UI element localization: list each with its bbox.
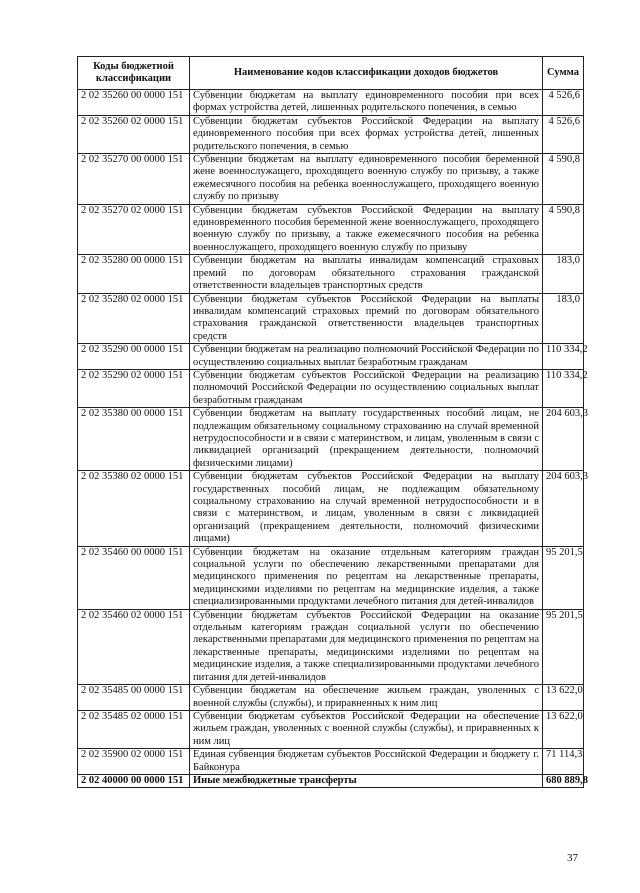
row-code: 2 02 35460 02 0000 151 — [78, 609, 190, 684]
row-sum: 4 590,8 — [543, 154, 584, 205]
row-sum: 204 603,3 — [543, 471, 584, 546]
table-row — [78, 154, 584, 205]
row-sum: 183,0 — [543, 255, 584, 293]
row-sum: 4 526,6 — [543, 90, 584, 116]
row-code: 2 02 35270 02 0000 151 — [78, 204, 190, 255]
row-name: Субвенции бюджетам субъектов Российской Федерации на выплату государственных пособий лицам, не подлежащим обязательному социальному страхованию на случай временной нетрудоспособности и в связи с материнством, и лицам, уволенным в связи с ликвидацией организаций (прекращением деятельности, полномочий физическими лицами) — [190, 471, 543, 546]
table-row — [78, 369, 584, 407]
row-code: 2 02 35900 02 0000 151 — [78, 749, 190, 775]
row-name: Субвенции бюджетам на обеспечение жильем граждан, уволенных с военной службы (службы), и приравненных к ним лиц — [190, 685, 543, 711]
page-number: 37 — [567, 852, 578, 864]
row-sum: 204 603,3 — [543, 408, 584, 471]
row-name: Субвенции бюджетам на реализацию полномочий Российской Федерации по осуществлению социальных выплат безработным гражданам — [190, 344, 543, 370]
table-total-row — [78, 774, 584, 787]
row-code: 2 02 35290 02 0000 151 — [78, 369, 190, 407]
table-row — [78, 255, 584, 293]
row-name: Субвенции бюджетам субъектов Российской Федерации на выплаты инвалидам компенсаций страховых премий по договорам обязательного страхования гражданской ответственности владельцев транспортных средств — [190, 293, 543, 344]
table-row — [78, 546, 584, 609]
row-code: 2 02 35485 00 0000 151 — [78, 685, 190, 711]
row-name: Субвенции бюджетам на выплату единовременного пособия беременной жене военнослужащего, проходящего военную службу по призыву, а также ежемесячного пособия на ребенка военнослужащего, проходящего военную службу по призыву — [190, 154, 543, 205]
row-name: Субвенции бюджетам на выплату государственных пособий лицам, не подлежащим обязательному социальному страхованию на случай временной нетрудоспособности и в связи с материнством, и лицам, уволенным в связи с ликвидацией организаций (прекращением деятельности, полномочий физическими лицами) — [190, 408, 543, 471]
row-sum: 95 201,5 — [543, 609, 584, 684]
table-header-row — [78, 57, 584, 90]
table-row — [78, 204, 584, 255]
row-code: 2 02 35280 02 0000 151 — [78, 293, 190, 344]
total-name: Иные межбюджетные трансферты — [190, 774, 543, 787]
header-code: Коды бюджетной классификации — [78, 57, 190, 90]
row-code: 2 02 35380 00 0000 151 — [78, 408, 190, 471]
row-sum: 95 201,5 — [543, 546, 584, 609]
header-sum: Сумма — [543, 57, 584, 90]
row-code: 2 02 35280 00 0000 151 — [78, 255, 190, 293]
row-sum: 183,0 — [543, 293, 584, 344]
table-row — [78, 685, 584, 711]
table-row — [78, 293, 584, 344]
table-row — [78, 471, 584, 546]
row-sum: 71 114,3 — [543, 749, 584, 775]
row-code: 2 02 35380 02 0000 151 — [78, 471, 190, 546]
budget-classification-table — [77, 56, 588, 788]
row-name: Субвенции бюджетам субъектов Российской Федерации на реализацию полномочий Российской Федерации по осуществлению социальных выплат безработным гражданам — [190, 369, 543, 407]
row-name: Субвенции бюджетам субъектов Российской Федерации на оказание отдельным категориям граждан социальной услуги по обеспечению лекарственными препаратами для медицинского применения по рецептам на лекарственные препараты, медицинскими изделиями по рецептам на медицинские изделия, а также специализированными продуктами лечебного питания для детей-инвалидов — [190, 609, 543, 684]
row-name: Субвенции бюджетам субъектов Российской Федерации на обеспечение жильем граждан, уволенных с военной службы (службы), и приравненных к ним лиц — [190, 710, 543, 748]
table-row — [78, 344, 584, 370]
row-code: 2 02 35485 02 0000 151 — [78, 710, 190, 748]
row-name: Единая субвенция бюджетам субъектов Российской Федерации и бюджету г. Байконура — [190, 749, 543, 775]
row-name: Субвенции бюджетам на выплату единовременного пособия при всех формах устройства детей, лишенных родительского попечения, в семью — [190, 90, 543, 116]
total-sum: 680 889,8 — [543, 774, 584, 787]
row-sum: 4 526,6 — [543, 115, 584, 153]
row-name: Субвенции бюджетам на оказание отдельным категориям граждан социальной услуги по обеспечению лекарственными препаратами для медицинского применения по рецептам на лекарственные препараты, медицинскими изделиями по рецептам на медицинские изделия, а также специализированными продуктами лечебного питания для детей-инвалидов — [190, 546, 543, 609]
table-row — [78, 90, 584, 116]
row-sum: 110 334,2 — [543, 369, 584, 407]
row-sum: 13 622,0 — [543, 685, 584, 711]
row-code: 2 02 35270 00 0000 151 — [78, 154, 190, 205]
table-row — [78, 609, 584, 684]
row-name: Субвенции бюджетам субъектов Российской Федерации на выплату единовременного пособия при всех формах устройства детей, лишенных родительского попечения, в семью — [190, 115, 543, 153]
row-code: 2 02 35290 00 0000 151 — [78, 344, 190, 370]
row-sum: 4 590,8 — [543, 204, 584, 255]
table-row — [78, 408, 584, 471]
row-code: 2 02 35260 00 0000 151 — [78, 90, 190, 116]
row-code: 2 02 35460 00 0000 151 — [78, 546, 190, 609]
row-sum: 13 622,0 — [543, 710, 584, 748]
row-code: 2 02 35260 02 0000 151 — [78, 115, 190, 153]
table-row — [78, 710, 584, 748]
row-sum: 110 334,2 — [543, 344, 584, 370]
table-row — [78, 749, 584, 775]
row-name: Субвенции бюджетам на выплаты инвалидам компенсаций страховых премий по договорам обязательного страхования гражданской ответственности владельцев транспортных средств — [190, 255, 543, 293]
table-row — [78, 115, 584, 153]
row-name: Субвенции бюджетам субъектов Российской Федерации на выплату единовременного пособия беременной жене военнослужащего, проходящего военную службу по призыву, а также ежемесячного пособия на ребенка военнослужащего, проходящего военную службу по призыву — [190, 204, 543, 255]
header-name: Наименование кодов классификации доходов бюджетов — [190, 57, 543, 90]
total-code: 2 02 40000 00 0000 151 — [78, 774, 190, 787]
